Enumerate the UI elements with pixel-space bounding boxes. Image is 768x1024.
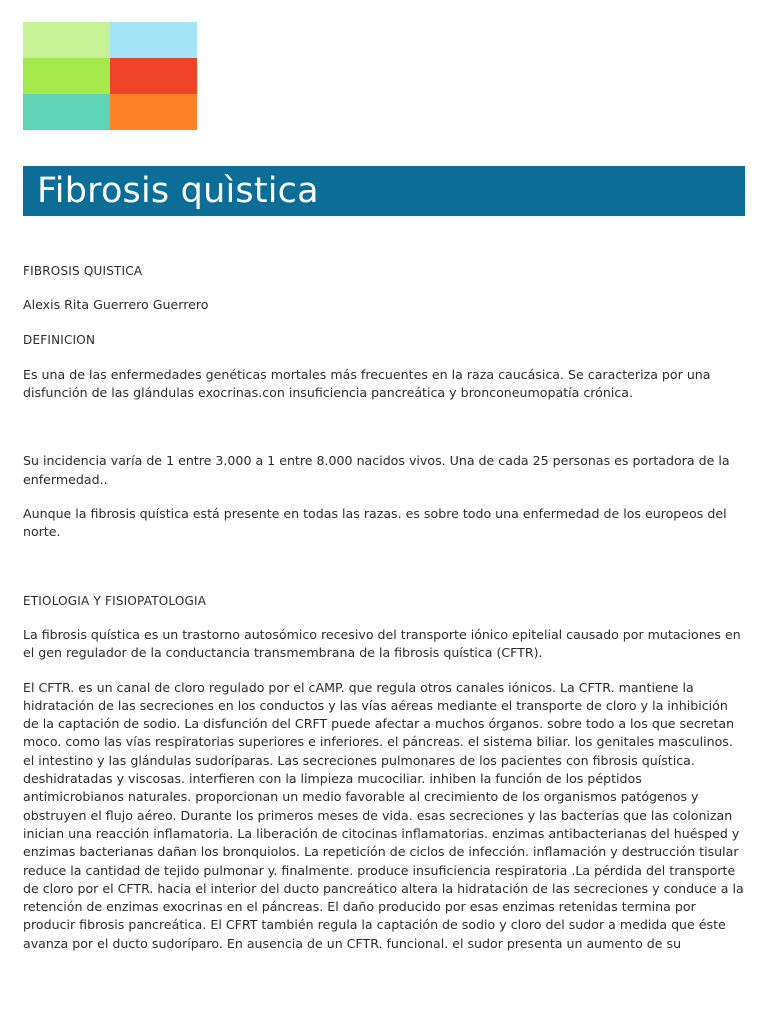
logo-square	[23, 22, 110, 58]
definition-heading: DEFINICION	[23, 332, 96, 347]
logo-square	[23, 58, 110, 94]
logo-square	[23, 94, 110, 130]
logo-squares	[23, 22, 197, 130]
author-name: Alexis Rita Guerrero Guerrero	[23, 297, 209, 313]
etiology-paragraph: La fibrosis quística es un trastorno autosómico recesivo del transporte iónico epitelial causado por mutaciones en el gen regulador de la conductancia transmembrana de la fibrosis quística (CFTR).	[23, 626, 741, 661]
etiology-heading: ETIOLOGIA Y FISIOPATOLOGIA	[23, 593, 207, 608]
title-bar	[23, 166, 745, 216]
logo-square	[110, 58, 197, 94]
races-paragraph: Aunque la fibrosis quística está presente en todas las razas. es sobre todo una enfermedad de los europeos del norte.	[23, 506, 727, 540]
doc-heading: FIBROSIS QUISTICA	[23, 264, 143, 278]
incidence-paragraph: Su incidencia varía de 1 entre 3.000 a 1 entre 8.000 nacidos vivos. Una de cada 25 personas es portadora de la enfermedad..	[23, 453, 730, 487]
document-body	[23, 262, 745, 953]
logo-square	[110, 94, 197, 130]
cftr-paragraph: El CFTR. es un canal de cloro regulado por el cAMP. que regula otros canales iónicos. La CFTR. mantiene la hidratación de las secreciones en los conductos y las vías aéreas mediante el transporte de cloro y la inhibición de la captación de sodio. La disfunción del CRFT puede afectar a muchos órganos. sobre todo a los que secretan moco. como las vías respiratorias superiores e inferiores. el páncreas. el sistema biliar. los genitales masculinos. el intestino y las glándulas sudoríparas. Las secreciones pulmonares de los pacientes con fibrosis quística. deshidratadas y viscosas. interfieren con la limpieza mucociliar. inhiben la función de los péptidos antimicrobianos naturales. proporcionan un medio favorable al crecimiento de los organismos patógenos y obstruyen el flujo aéreo. Durante los primeros meses de vida. esas secreciones y las bacterias que las colonizan inician una reacción inflamatoria. La liberación de citocinas inflamatorias. enzimas antibacterianas del huésped y enzimas bacterianas dañan los bronquiolos. La repetición de ciclos de infección. inflamación y destrucción tisular reduce la cantidad de tejido pulmonar y. finalmente. produce insuficiencia respiratoria .La pérdida del transporte de cloro por el CFTR. hacia el interior del ducto pancreático altera la hidratación de las secreciones y conduce a la retención de enzimas exocrinas en el páncreas. El daño producido por esas enzimas retenidas termina por producir fibrosis pancreática. El CFRT también regula la captación de sodio y cloro del sudor a medida que éste avanza por el ducto sudoríparo. En ausencia de un CFTR. funcional. el sudor presenta un aumento de su	[23, 679, 744, 951]
document-title: Fibrosis quìstica	[37, 171, 319, 211]
logo-square	[110, 22, 197, 58]
definition-paragraph: Es una de las enfermedades genéticas mortales más frecuentes en la raza caucásica. Se caracteriza por una disfunción de las glándulas exocrinas.con insuficiencia pancreática y bronconeumopatía crónica.	[23, 366, 711, 401]
